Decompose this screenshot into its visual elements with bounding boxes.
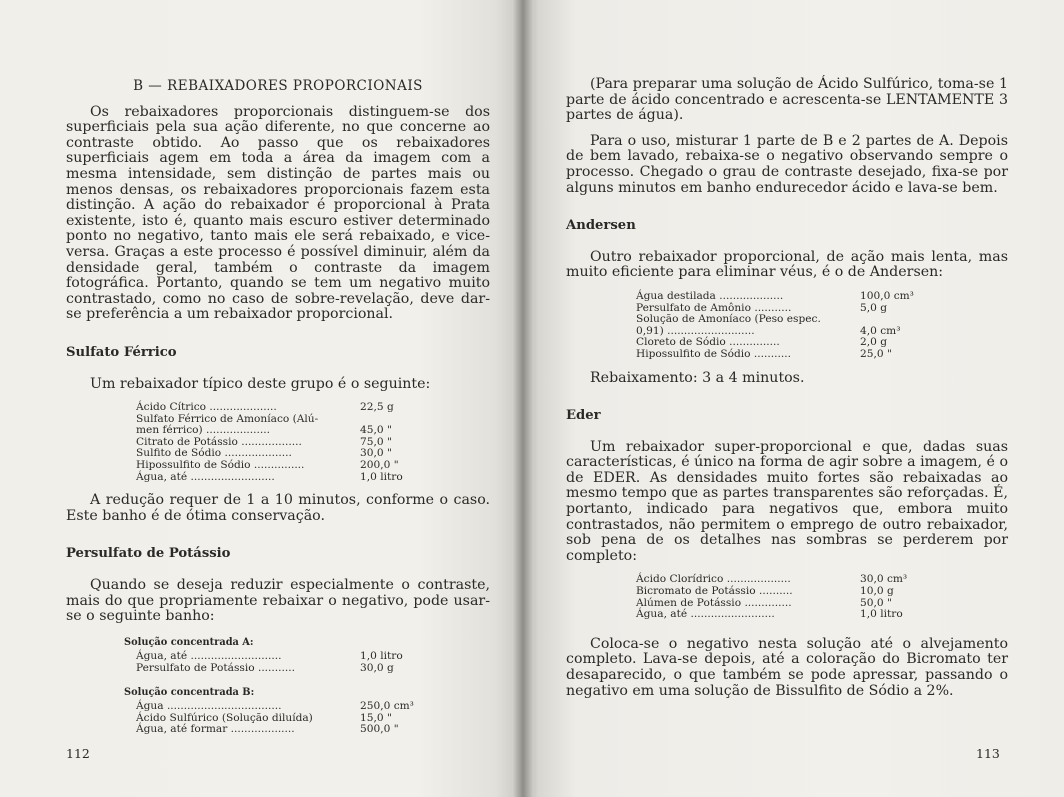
usage-paragraph: Para o uso, misturar 1 parte de B e 2 partes de A. Depois de bem lavado, rebaixa-se o negativo observando sempre o processo. Chegado o grau de contraste desejado, fixa-se por alguns minutos em banho endurecedor ácido e lava-se bem.: [566, 132, 1008, 196]
ingredient-name: Cloreto de Sódio ...............: [636, 336, 780, 349]
ingredient-quantity: 22,5 g: [360, 401, 394, 414]
recipe-row: [136, 402, 403, 414]
ingredient-quantity: 15,0 ": [360, 711, 392, 724]
ingredient-quantity: 1,0 litro: [360, 650, 403, 663]
sulfato-after: A redução requer de 1 a 10 minutos, conforme o caso. Este banho é de ótima conservação.: [66, 492, 490, 524]
ingredient-name: Solução de Amoníaco (Peso espec.: [636, 313, 821, 326]
left-page: [0, 0, 522, 797]
ingredient-quantity: 200,0 ": [360, 459, 399, 472]
right-page: [522, 0, 1064, 797]
solution-b-title: Solução concentrada B:: [124, 686, 255, 698]
andersen-recipe: [636, 291, 1008, 361]
ingredient-quantity: 4,0 cm³: [860, 324, 901, 337]
ingredient-name: Ácido Cítrico ....................: [136, 401, 277, 414]
recipe-row: [136, 472, 403, 484]
ingredient-quantity: 30,0 g: [360, 662, 394, 674]
page-number-right: 113: [976, 746, 1000, 761]
heading-andersen: Andersen: [566, 218, 636, 234]
ingredient-quantity: 25,0 ": [860, 347, 892, 360]
ingredient-quantity: [854, 314, 914, 326]
ingredient-name: Citrato de Potássio ..................: [136, 435, 302, 448]
eder-recipe: [636, 574, 1008, 620]
book-gutter: [512, 0, 534, 797]
ingredient-name: Água ..................................: [136, 700, 282, 713]
ingredient-name: Persulfato de Amônio ...........: [636, 301, 792, 314]
ingredient-quantity: 100,0 cm³: [860, 289, 914, 302]
ingredient-quantity: 5,0 g: [860, 301, 887, 314]
ingredient-quantity: 50,0 ": [860, 596, 892, 609]
ingredient-name: Ácido Sulfúrico (Solução diluída): [136, 711, 313, 724]
heading-eder: Eder: [566, 408, 601, 424]
solution-b-recipe: [136, 701, 490, 736]
recipe-row: [636, 291, 914, 303]
recipe-row: [136, 663, 403, 675]
heading-sulfato-ferrico: Sulfato Férrico: [66, 344, 177, 360]
solution-a-title: Solução concentrada A:: [124, 636, 254, 648]
recipe-row: [636, 349, 914, 361]
ingredient-name: 0,91) ..........................: [636, 324, 755, 337]
ingredient-name: Água destilada ...................: [636, 289, 784, 302]
page-number-left: 112: [66, 746, 90, 761]
ingredient-name: Sulfito de Sódio ....................: [136, 447, 292, 460]
ingredient-quantity: 30,0 cm³: [860, 573, 908, 586]
sulfato-intro: Um rebaixador típico deste grupo é o seguinte:: [90, 375, 431, 392]
recipe-row: [636, 586, 907, 598]
ingredient-quantity: 2,0 g: [860, 336, 887, 349]
ingredient-quantity: 45,0 ": [360, 424, 392, 437]
ingredient-quantity: 30,0 ": [360, 447, 392, 460]
heading-persulfato: Persulfato de Potássio: [66, 546, 231, 562]
sulfato-recipe: [136, 402, 490, 483]
ingredient-name: Hipossulfito de Sódio ...........: [636, 347, 791, 360]
ingredient-name: Ácido Clorídrico ...................: [636, 573, 791, 586]
ingredient-name: Água, até .........................: [636, 608, 775, 621]
recipe-row: [136, 460, 403, 472]
ingredient-quantity: 500,0 ": [360, 723, 399, 736]
ingredient-name: Hipossulfito de Sódio ...............: [136, 459, 305, 472]
ingredient-name: Alúmen de Potássio ..............: [636, 596, 792, 609]
recipe-row: [136, 724, 414, 736]
ingredient-name: Água, até formar ...................: [136, 723, 295, 736]
section-title: B — REBAIXADORES PROPORCIONAIS: [133, 78, 423, 94]
ingredient-quantity: 1,0 litro: [860, 608, 903, 621]
ingredient-name: Sulfato Férrico de Amoníaco (Alú-: [136, 412, 319, 425]
ingredient-name: Água, até ...........................: [136, 650, 282, 663]
andersen-intro: Outro rebaixador proporcional, de ação mais lenta, mas muito eficiente para eliminar véus, é o de Andersen:: [566, 248, 1008, 281]
acid-note-paragraph: (Para preparar uma solução de Ácido Sulfúrico, toma-se 1 parte de ácido concentrado e acrescenta-se LENTAMENTE 3 partes de água).: [566, 76, 1008, 124]
ingredient-name: men férrico) ...................: [136, 424, 271, 437]
persulfato-intro: Quando se deseja reduzir especialmente o contraste, mais do que propriamente rebaixar o negativo, pode usar-se o seguinte banho:: [66, 577, 490, 625]
ingredient-quantity: 1,0 litro: [360, 470, 403, 483]
eder-intro: Um rebaixador super-proporcional e que, dadas suas características, é único na forma de agir sobre a imagem, é o de EDER. As densidades muito fortes são rebaixadas ao mesmo tempo que as partes transparentes são reforçadas. É, portanto, indicado para negativos que, embora muito contrastados, não permitem o emprego de outro rebaixador, sob pena de os detalhes nas sombras se perderem por completo:: [566, 438, 1008, 564]
recipe-row: [636, 609, 907, 621]
solution-a-recipe: [136, 651, 490, 674]
ingredient-name: Bicromato de Potássio ..........: [636, 585, 793, 598]
ingredient-name: Persulfato de Potássio ...........: [136, 662, 295, 674]
ingredient-name: Água, até .........................: [136, 470, 275, 483]
ingredient-quantity: 250,0 cm³: [360, 700, 414, 713]
left-page-content: [66, 79, 490, 736]
right-page-content: [566, 77, 1008, 699]
andersen-after: Rebaixamento: 3 a 4 minutos.: [590, 369, 805, 386]
recipe-row: [636, 314, 914, 326]
ingredient-quantity: 75,0 ": [360, 435, 392, 448]
ingredient-quantity: 10,0 g: [860, 585, 894, 598]
intro-paragraph: Os rebaixadores proporcionais distinguem-se dos superficiais pela sua ação diferente, no que concerne ao contraste obtido. Ao passo que os rebaixadores superficiais agem em toda a área da imagem com a mesma intensidade, sem distinção de partes mais ou menos densas, os rebaixadores proporcionais fazem esta distinção. A ação do rebaixador é proporcional à Prata existente, isto é, quanto mais escuro estiver determinado ponto no negativo, tanto mais ele será rebaixado, e vice-versa. Graças a este processo é possível diminuir, além da densidade geral, também o contraste da imagem fotográfica. Portanto, quando se tem um negativo muito contrastado, como no caso de sobre-revelação, deve dar-se preferência a um rebaixador proporcional.: [66, 103, 490, 323]
eder-after: Coloca-se o negativo nesta solução até o alvejamento completo. Lava-se depois, até a coloração do Bicromato ter desaparecido, o que também se pode apressar, passando o negativo em uma solução de Bissulfito de Sódio a 2%.: [566, 635, 1008, 699]
